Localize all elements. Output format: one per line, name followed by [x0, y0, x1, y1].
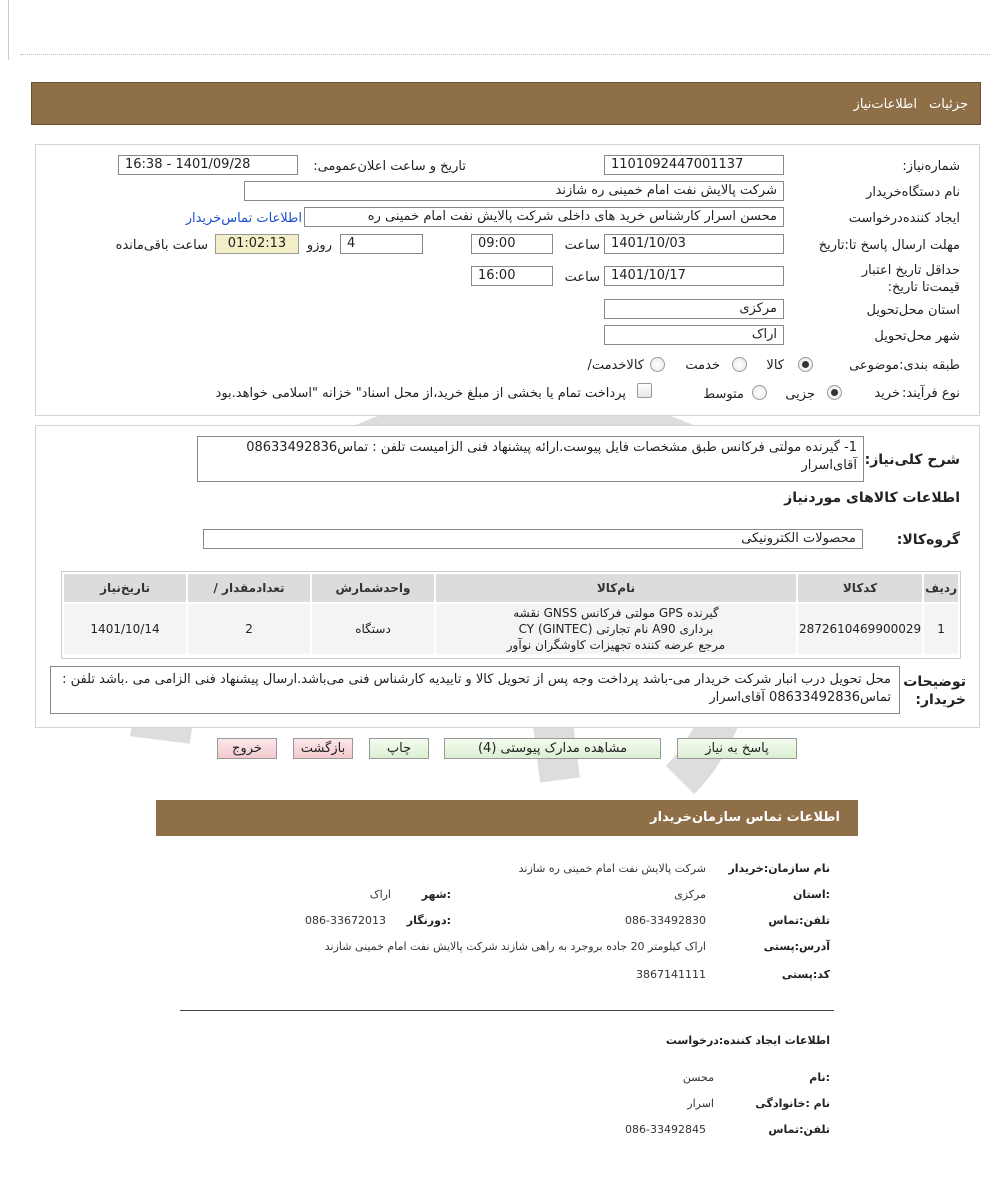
cell-date: 1401/10/14 [64, 604, 186, 654]
reply-button[interactable]: پاسخ به نیاز [677, 738, 797, 759]
contact-org-value: شرکت پالایش نفت امام خمینی ره شازند [518, 862, 706, 875]
cell-row: 1 [924, 604, 958, 654]
contact-address-value: اراک کیلومتر 20 جاده بروجرد به راهی شازند شرکت پالایش نفت امام خمینی شازند [324, 940, 706, 953]
contact-fax-label: :دورنگار [406, 914, 451, 927]
process-buy-label: خرید [874, 386, 900, 401]
validity-date-field: 1401/10/17 [604, 266, 784, 286]
buyer-notes-box: محل تحویل درب انبار شرکت خریدار می-باشد پرداخت وجه پس از تحویل کالا و تاییدیه کارشناس فنی می‌باشد.ارسال پیشنهاد فنی الزامی می .باشد تلفن : تماس08633492836 آقای‌اسرار [50, 666, 900, 714]
col-unit-header: واحدشمارش [312, 574, 434, 602]
province-label: استان محل‌تحویل [866, 303, 960, 318]
category-goods-service-radio[interactable] [650, 357, 665, 372]
goods-group-field: محصولات الکترونیکی [203, 529, 863, 549]
contact-section-title: اطلاعات تماس سازمان‌خریدار [650, 810, 840, 825]
treasury-payment-checkbox[interactable] [637, 383, 652, 398]
category-goods-service-label: کالاخدمت/ [587, 358, 644, 373]
category-service-radio[interactable] [732, 357, 747, 372]
process-minor-label: جزیی [785, 387, 815, 402]
top-divider [20, 54, 990, 55]
col-row-header: ردیف [924, 574, 958, 602]
creator-title: اطلاعات ایجاد کننده‌:درخواست [665, 1034, 830, 1047]
announce-label: تاریخ و ساعت اعلان‌عمومی: [313, 159, 466, 174]
goods-table [62, 572, 960, 656]
page-left-edge [8, 0, 9, 60]
day-label: روزو [306, 238, 332, 253]
contact-fax-value: 086-33672013 [305, 914, 386, 927]
days-remaining-field: 4 [340, 234, 423, 254]
details-header-bar [31, 82, 981, 125]
cell-qty: 2 [188, 604, 310, 654]
tab-details[interactable]: جزئیات [929, 97, 968, 112]
summary-text-box: 1- گیرنده مولتی فرکانس طبق مشخصات فایل پیوست.ارائه پیشنهاد فنی الزامیست تلفن : تماس08633492836 آقای‌اسرار [197, 436, 864, 482]
col-code-header: کدکالا [798, 574, 922, 602]
contact-phone-label: تلفن‌:تماس [768, 914, 830, 927]
cell-code: 2872610469900029 [798, 604, 922, 654]
creator-name-value: محسن [682, 1071, 714, 1084]
contact-province-value: مرکزی [674, 888, 706, 901]
creator-family-label: نام :خانوادگی [755, 1097, 830, 1110]
treasury-payment-note: پرداخت تمام یا بخشی از مبلغ خرید،از محل اسناد" خزانه "اسلامی خواهد.بود [215, 386, 626, 401]
deadline-label: مهلت ارسال پاسخ تا:تاریخ [818, 238, 960, 253]
creator-phone-label: تلفن‌:تماس [768, 1123, 830, 1136]
province-field: مرکزی [604, 299, 784, 319]
contact-phone-value: 086-33492830 [625, 914, 706, 927]
requester-label: ایجاد کننده‌درخواست [848, 211, 960, 226]
contact-postal-label: کد‌:پستی [781, 968, 830, 981]
contact-divider [180, 1010, 834, 1011]
creator-phone-value: 086-33492845 [625, 1123, 706, 1136]
creator-family-value: اسرار [687, 1097, 714, 1110]
deadline-time-label: ساعت [564, 238, 600, 253]
cell-name [436, 604, 796, 654]
contact-postal-value: 3867141111 [636, 968, 706, 981]
table-row [64, 604, 958, 654]
back-button[interactable]: بازگشت [293, 738, 353, 759]
cell-name-line2: برداری A90 نام تجارتی (GINTEC) CY [518, 622, 714, 636]
cell-name-line1: گیرنده GPS مولتی فرکانس GNSS نقشه [513, 606, 719, 620]
buyer-contact-link[interactable]: اطلاعات تماس‌خریدار [185, 211, 302, 226]
tab-need-info[interactable]: اطلاعات‌نیاز [853, 97, 917, 112]
validity-time-label: ساعت [564, 270, 600, 285]
contact-city-label: :شهر [421, 888, 451, 901]
process-medium-label: متوسط [703, 387, 744, 402]
process-medium-radio[interactable] [752, 385, 767, 400]
remaining-label: ساعت باقی‌مانده [115, 238, 208, 253]
city-label: شهر محل‌تحویل [874, 329, 960, 344]
need-number-field: 1101092447001137 [604, 155, 784, 175]
col-name-header: نام‌کالا [436, 574, 796, 602]
buyer-notes-label-1: توضیحات [903, 674, 966, 690]
goods-info-title: اطلاعات کالاهای موردنیاز [784, 490, 960, 506]
attached-docs-button[interactable]: مشاهده مدارک پیوستی (4) [444, 738, 661, 759]
contact-org-label: نام سازمان‌:خریدار [728, 862, 830, 875]
contact-province-label: :استان [793, 888, 830, 901]
cell-unit: دستگاه [312, 604, 434, 654]
buyer-org-field: شرکت پالایش نفت امام خمینی ره شازند [244, 181, 784, 201]
process-label: نوع فرآیند: [902, 386, 960, 401]
city-field: اراک [604, 325, 784, 345]
summary-label: شرح کلی‌نیاز: [864, 452, 960, 468]
category-goods-radio[interactable] [798, 357, 813, 372]
table-header-row [64, 574, 958, 602]
col-date-header: تاریخ‌نیاز [64, 574, 186, 602]
exit-button[interactable]: خروج [217, 738, 277, 759]
validity-label: حداقل تاریخ اعتبار قیمت‌تا تاریخ: [861, 263, 960, 295]
contact-address-label: آدرس‌:پستی [763, 940, 830, 953]
category-service-label: خدمت [685, 358, 720, 373]
process-minor-radio[interactable] [827, 385, 842, 400]
contact-city-value: اراک [369, 888, 391, 901]
announce-field: 1401/09/28 - 16:38 [118, 155, 298, 175]
buyer-org-label: نام دستگاه‌خریدار [866, 185, 960, 200]
countdown-timer: 01:02:13 [215, 234, 299, 254]
deadline-date-field: 1401/10/03 [604, 234, 784, 254]
creator-name-label: :نام [809, 1071, 830, 1084]
category-goods-label: کالا [766, 358, 784, 373]
validity-time-field: 16:00 [471, 266, 553, 286]
print-button[interactable]: چاپ [369, 738, 429, 759]
deadline-time-field: 09:00 [471, 234, 553, 254]
contact-section-bar [156, 800, 858, 836]
cell-name-line3: مرجع عرضه کننده تجهیزات کاوشگران نوآور [506, 638, 726, 652]
requester-field: محسن اسرار کارشناس خرید های داخلی شرکت پالایش نفت امام خمینی ره [304, 207, 784, 227]
need-number-label: شماره‌نیاز: [902, 159, 960, 174]
buyer-notes-label-2: خریدار: [915, 692, 966, 708]
category-label: طبقه بندی:موضوعی [849, 358, 960, 373]
goods-group-label: گروه‌کالا: [896, 532, 960, 548]
col-qty-header: تعدادمقدار / [188, 574, 310, 602]
